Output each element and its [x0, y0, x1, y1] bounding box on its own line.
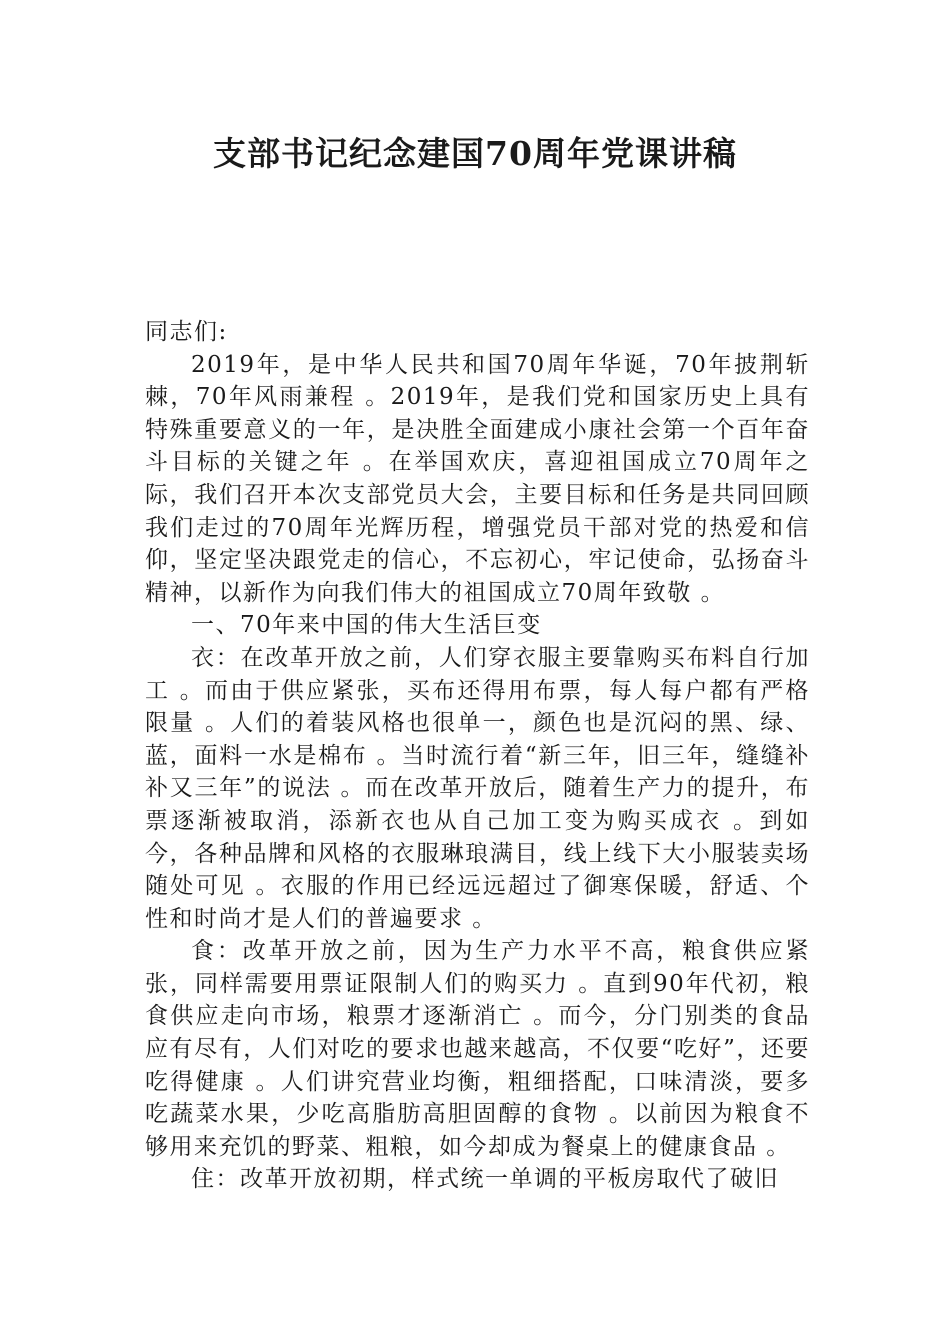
document-title: 支部书记纪念建国70周年党课讲稿	[213, 134, 737, 173]
section-heading: 一、70年来中国的伟大生活巨变	[191, 612, 542, 639]
document-body	[145, 316, 810, 1196]
paragraph-housing: 住：改革开放初期，样式统一单调的平板房取代了破旧	[191, 1166, 779, 1193]
salutation: 同志们:	[145, 319, 228, 345]
paragraph-food: 食：改革开放之前，因为生产力水平不高，粮食供应紧张，同样需要用票证限制人们的购买力 。直到90年代初，粮食供应走向市场，粮票才逐渐消亡 。而今，分门别类的食品应有尽有，人们对吃的要求也越来越高，不仅要“吃好”，还要吃得健康 。人们讲究营业均衡，粗细搭配，口味清淡，要多吃蔬菜水果，少吃高脂肪高胆固醇的食物 。以前因为粮食不够用来充饥的野菜、粗粮，如今却成为餐桌上的健康食品 。	[145, 938, 810, 1160]
paragraph-clothing: 衣：在改革开放之前，人们穿衣服主要靠购买布料自行加工 。而由于供应紧张，买布还得用布票，每人每户都有严格限量 。人们的着装风格也很单一，颜色也是沉闷的黑、绿、蓝，面料一水是棉布 。当时流行着“新三年，旧三年，缝缝补补又三年”的说法 。而在改革开放后，随着生产力的提升，布票逐渐被取消，添新衣也从自己加工变为购买成衣 。到如今，各种品牌和风格的衣服琳琅满目，线上线下大小服装卖场随处可见 。衣服的作用已经远远超过了御寒保暖，舒适、个性和时尚才是人们的普遍要求 。	[145, 644, 810, 932]
paragraph-intro: 2019年，是中华人民共和国70周年华诞，70年披荆斩棘，70年风雨兼程 。2019年，是我们党和国家历史上具有特殊重要意义的一年，是决胜全面建成小康社会第一个百年奋斗目标的关键之年 。在举国欢庆，喜迎祖国成立70周年之际，我们召开本次支部党员大会，主要目标和任务是共同回顾我们走过的70周年光辉历程，增强党员干部对党的热爱和信仰，坚定坚决跟党走的信心，不忘初心，牢记使命，弘扬奋斗精神，以新作为向我们伟大的祖国成立70周年致敬 。	[145, 351, 810, 606]
